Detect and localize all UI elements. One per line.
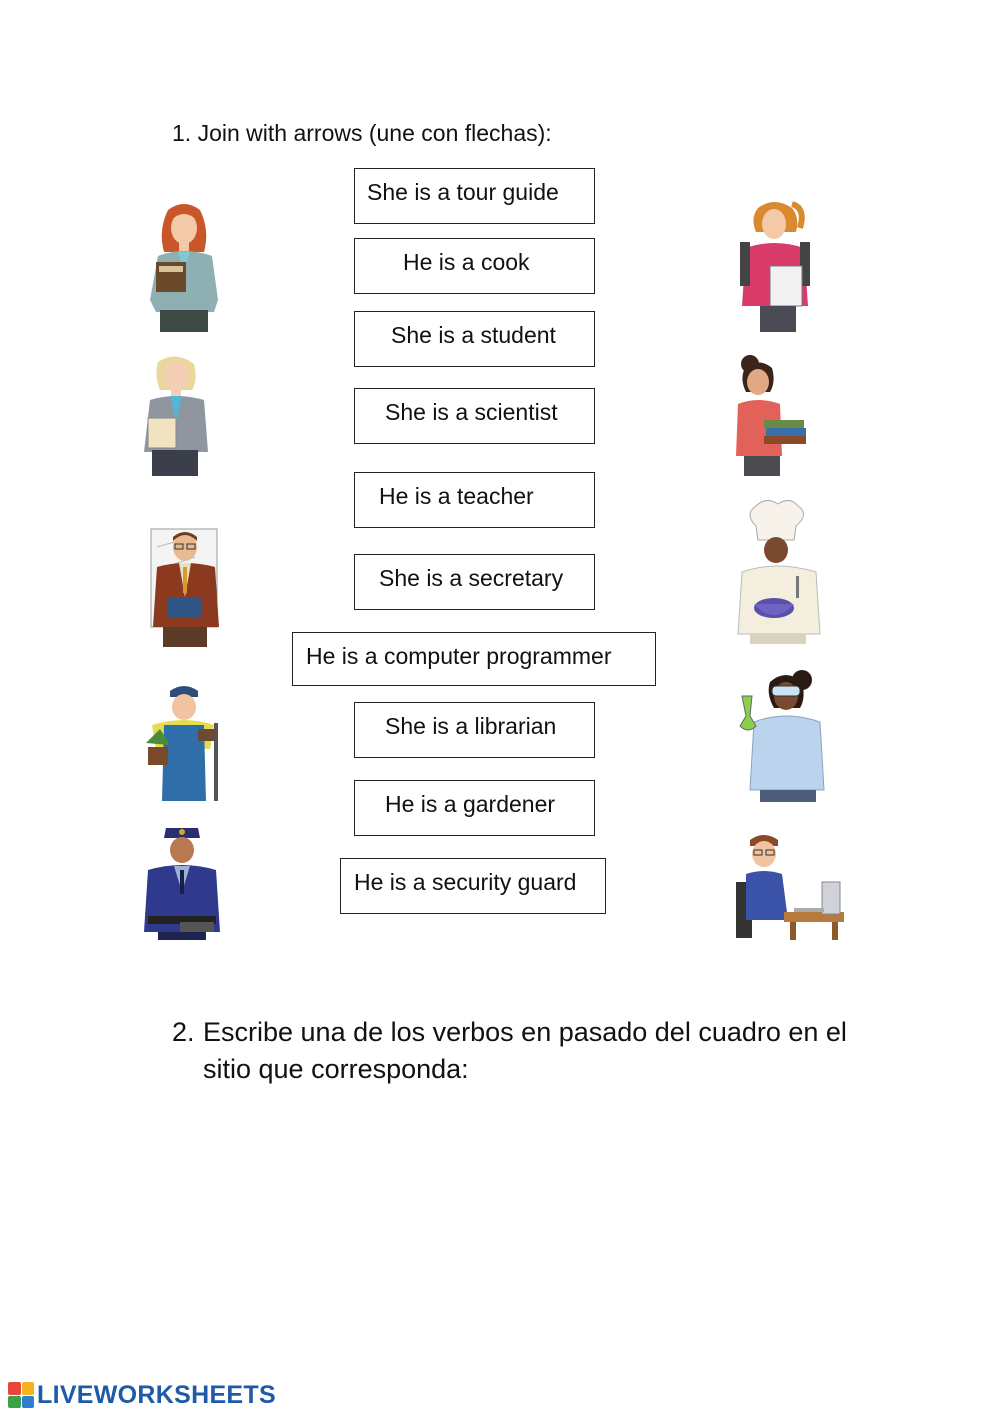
scientist-woman-picture: [734, 666, 830, 802]
exercise-2-number: 2.: [172, 1017, 195, 1047]
phrase-box-secretary[interactable]: [354, 554, 595, 610]
phrase-box-scientist[interactable]: [354, 388, 595, 444]
phrase-text: She is a tour guide: [367, 179, 559, 205]
phrase-text: He is a security guard: [354, 869, 577, 895]
secretary-woman-picture: [140, 352, 212, 476]
phrase-text: He is a computer programmer: [306, 643, 612, 669]
logo-text: LIVEWORKSHEETS: [37, 1380, 276, 1409]
phrase-text: He is a gardener: [385, 791, 556, 817]
phrase-box-gardener[interactable]: [354, 780, 595, 836]
phrase-box-student[interactable]: [354, 311, 595, 367]
phrase-box-librarian[interactable]: [354, 702, 595, 758]
teacher-man-picture: [145, 527, 227, 647]
phrase-box-teacher[interactable]: [354, 472, 595, 528]
security-guard-man-picture: [140, 822, 224, 940]
phrase-text: He is a cook: [403, 249, 530, 275]
librarian-girl-picture: [734, 352, 810, 476]
liveworksheets-logo: [8, 1378, 276, 1412]
phrase-box-cook[interactable]: [354, 238, 595, 294]
phrase-box-computer-programmer[interactable]: [292, 632, 656, 686]
gardener-man-picture: [140, 683, 226, 801]
programmer-man-picture: [734, 832, 844, 940]
phrase-text: He is a teacher: [379, 483, 534, 509]
exercise-1-instruction: Join with arrows (une con flechas):: [197, 120, 552, 146]
phrase-text: She is a secretary: [379, 565, 564, 591]
tour-guide-woman-picture: [140, 200, 230, 332]
phrase-text: She is a librarian: [385, 713, 557, 739]
phrase-text: She is a student: [391, 322, 556, 348]
student-girl-picture: [734, 198, 816, 332]
liveworksheets-logo-icon: [8, 1382, 34, 1408]
phrase-box-tour-guide[interactable]: [354, 168, 595, 224]
phrase-text: She is a scientist: [385, 399, 558, 425]
cook-man-picture: [734, 500, 824, 644]
exercise-1-number: 1.: [172, 120, 192, 146]
phrase-box-security-guard[interactable]: [340, 858, 606, 914]
exercise-2-instruction: Escribe una de los verbos en pasado del cuadro en el sitio que corresponda:: [203, 1017, 847, 1084]
exercise-1-heading: [172, 120, 552, 147]
